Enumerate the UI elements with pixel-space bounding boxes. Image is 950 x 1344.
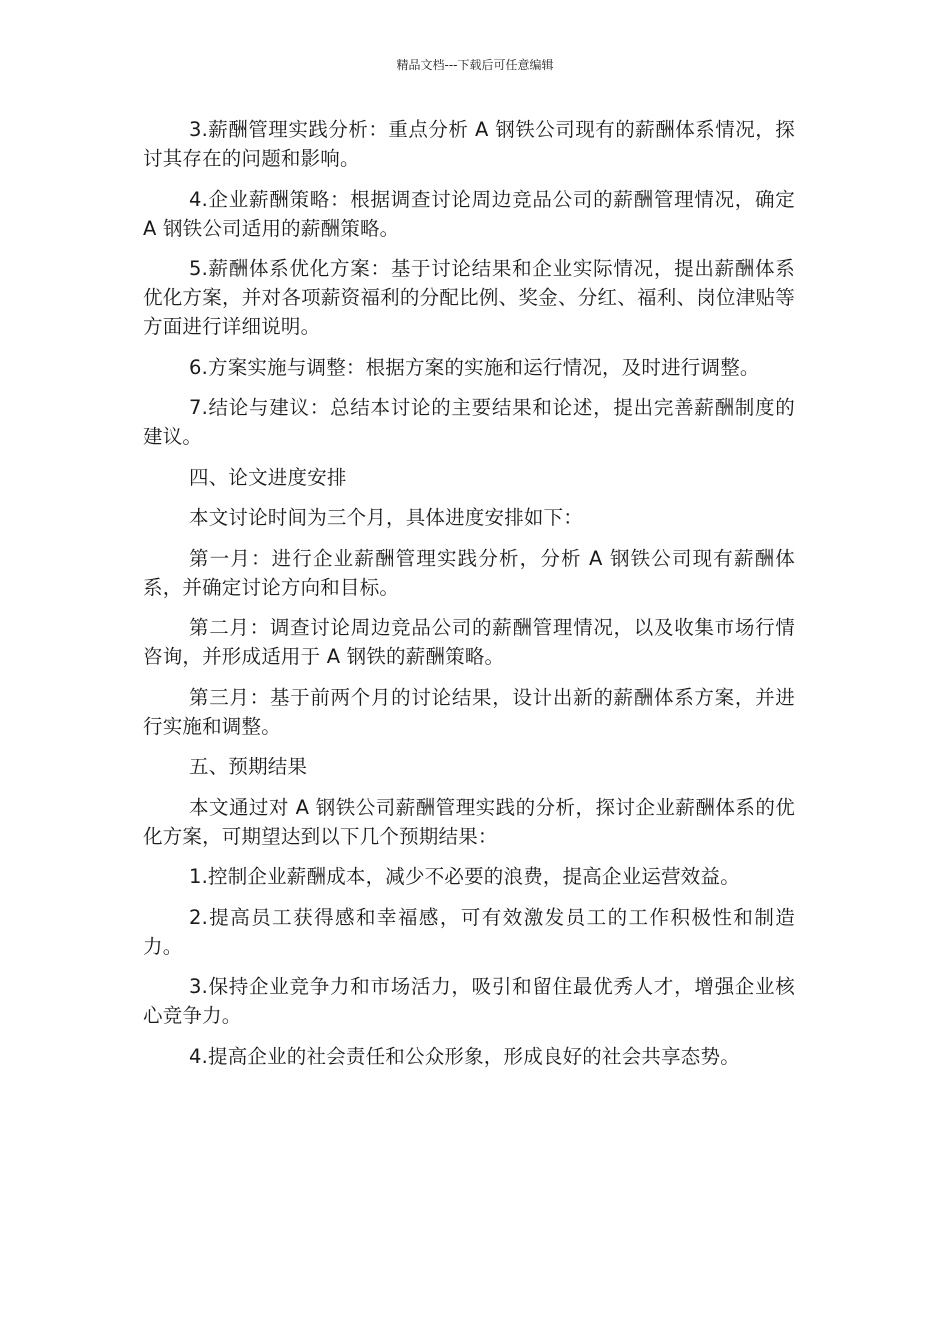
paragraph-item-7: 7.结论与建议：总结本讨论的主要结果和论述，提出完善薪酬制度的建议。 [143, 396, 795, 448]
expected-result-1: 1.控制企业薪酬成本，减少不必要的浪费，提高企业运营效益。 [189, 865, 740, 888]
document-body [143, 115, 795, 1082]
paragraph-item-6: 6.方案实施与调整：根据方案的实施和运行情况，及时进行调整。 [189, 355, 760, 379]
expected-results-intro: 本文通过对 A 钢铁公司薪酬管理实践的分析，探讨企业薪酬体系的优化方案，可期望达到以下几个预期结果： [143, 795, 795, 848]
section-heading-expected-results: 五、预期结果 [189, 755, 308, 778]
paragraph-item-3: 3.薪酬管理实践分析：重点分析 A 钢铁公司现有的薪酬体系情况，探讨其存在的问题和影响。 [143, 118, 795, 170]
schedule-month-3: 第三月：基于前两个月的讨论结果，设计出新的薪酬体系方案，并进行实施和调整。 [143, 685, 795, 738]
expected-result-3: 3.保持企业竞争力和市场活力，吸引和留住最优秀人才，增强企业核心竞争力。 [143, 975, 795, 1027]
schedule-intro: 本文讨论时间为三个月，具体进度安排如下： [189, 506, 584, 529]
paragraph-item-5: 5.薪酬体系优化方案：基于讨论结果和企业实际情况，提出薪酬体系优化方案，并对各项薪资福利的分配比例、奖金、分红、福利、岗位津贴等方面进行详细说明。 [143, 257, 795, 338]
expected-result-2: 2.提高员工获得感和幸福感，可有效激发员工的工作积极性和制造力。 [143, 905, 795, 958]
paragraph-item-4: 4.企业薪酬策略：根据调查讨论周边竞品公司的薪酬管理情况，确定 A 钢铁公司适用的薪酬策略。 [143, 187, 795, 240]
schedule-month-1: 第一月：进行企业薪酬管理实践分析，分析 A 钢铁公司现有薪酬体系，并确定讨论方向和目标。 [143, 546, 795, 599]
schedule-month-2: 第二月：调查讨论周边竞品公司的薪酬管理情况，以及收集市场行情咨询，并形成适用于 A 钢铁的薪酬策略。 [143, 616, 795, 668]
expected-result-4: 4.提高企业的社会责任和公众形象，形成良好的社会共享态势。 [189, 1044, 740, 1068]
page-header: 精品文档---下载后可任意编辑 [396, 58, 554, 72]
section-heading-schedule: 四、论文进度安排 [189, 465, 347, 489]
